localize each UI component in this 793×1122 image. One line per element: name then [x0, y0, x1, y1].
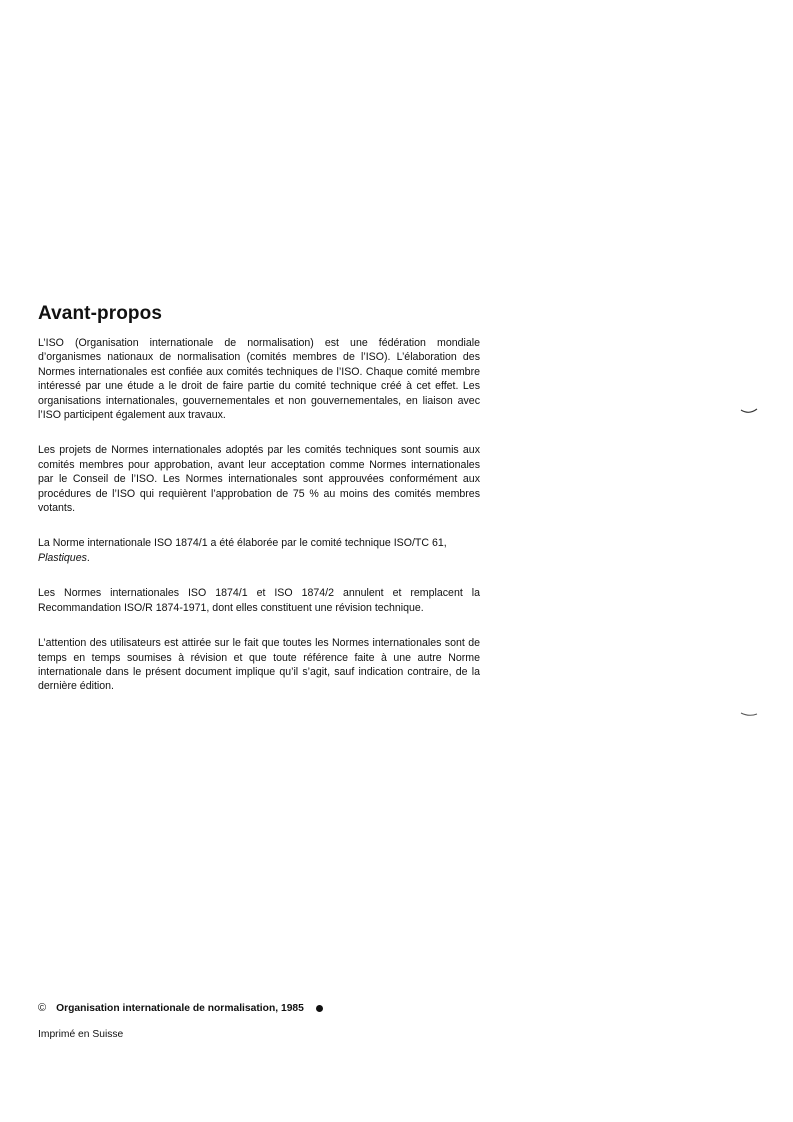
- copyright-line: [38, 1002, 323, 1014]
- paragraph-revision-notice: L’attention des utilisateurs est attirée sur le fait que toutes les Normes internationales sont de temps en temps soumises à révision et que toute référence faite à une autre Norme internationale dans le présent document implique qu’il s’agit, sauf indication contraire, de la dernière édition.: [38, 637, 480, 693]
- paragraph-iso-intro: L’ISO (Organisation internationale de normalisation) est une fédération mondiale d’organismes nationaux de normalisation (comités membres de l’ISO). L’élaboration des Normes internationales est confiée aux comités techniques de l’ISO. Chaque comité membre intéressé par une étude a le droit de faire partie du comité technique créé à cet effet. Les organisations internationales, gouvernementales et non gouvernementales, en liaison avec l’ISO participent également aux travaux.: [38, 337, 480, 422]
- committee-sentence: La Norme internationale ISO 1874/1 a été élaborée par le comité technique ISO/TC 61,: [38, 537, 447, 550]
- curved-margin-mark-icon: [740, 711, 758, 717]
- filled-circle-icon: [316, 1005, 323, 1012]
- foreword-body: [38, 336, 480, 715]
- committee-suffix: .: [86, 551, 90, 564]
- paragraph-committee: [38, 536, 480, 565]
- paragraph-replacement: Les Normes internationales ISO 1874/1 et ISO 1874/2 annulent et remplacent la Recommandation ISO/R 1874-1971, dont elles constituent une révision technique.: [38, 587, 480, 614]
- committee-name: Plastiques: [38, 551, 87, 564]
- curved-margin-mark-icon: [740, 408, 758, 414]
- copyright-symbol: ©: [38, 1002, 47, 1014]
- paragraph-approval: Les projets de Normes internationales adoptés par les comités techniques sont soumis aux comités membres pour approbation, avant leur acceptation comme Normes internationales par le Conseil de l’ISO. Les Normes internationales sont approuvées conformément aux procédures de l’ISO qui requièrent l’approbation de 75 % au moins des comités membres votants.: [38, 444, 480, 515]
- page-title: Avant-propos: [38, 303, 162, 324]
- copyright-text: Organisation internationale de normalisation, 1985: [56, 1002, 304, 1014]
- printed-in-line: Imprimé en Suisse: [38, 1029, 124, 1040]
